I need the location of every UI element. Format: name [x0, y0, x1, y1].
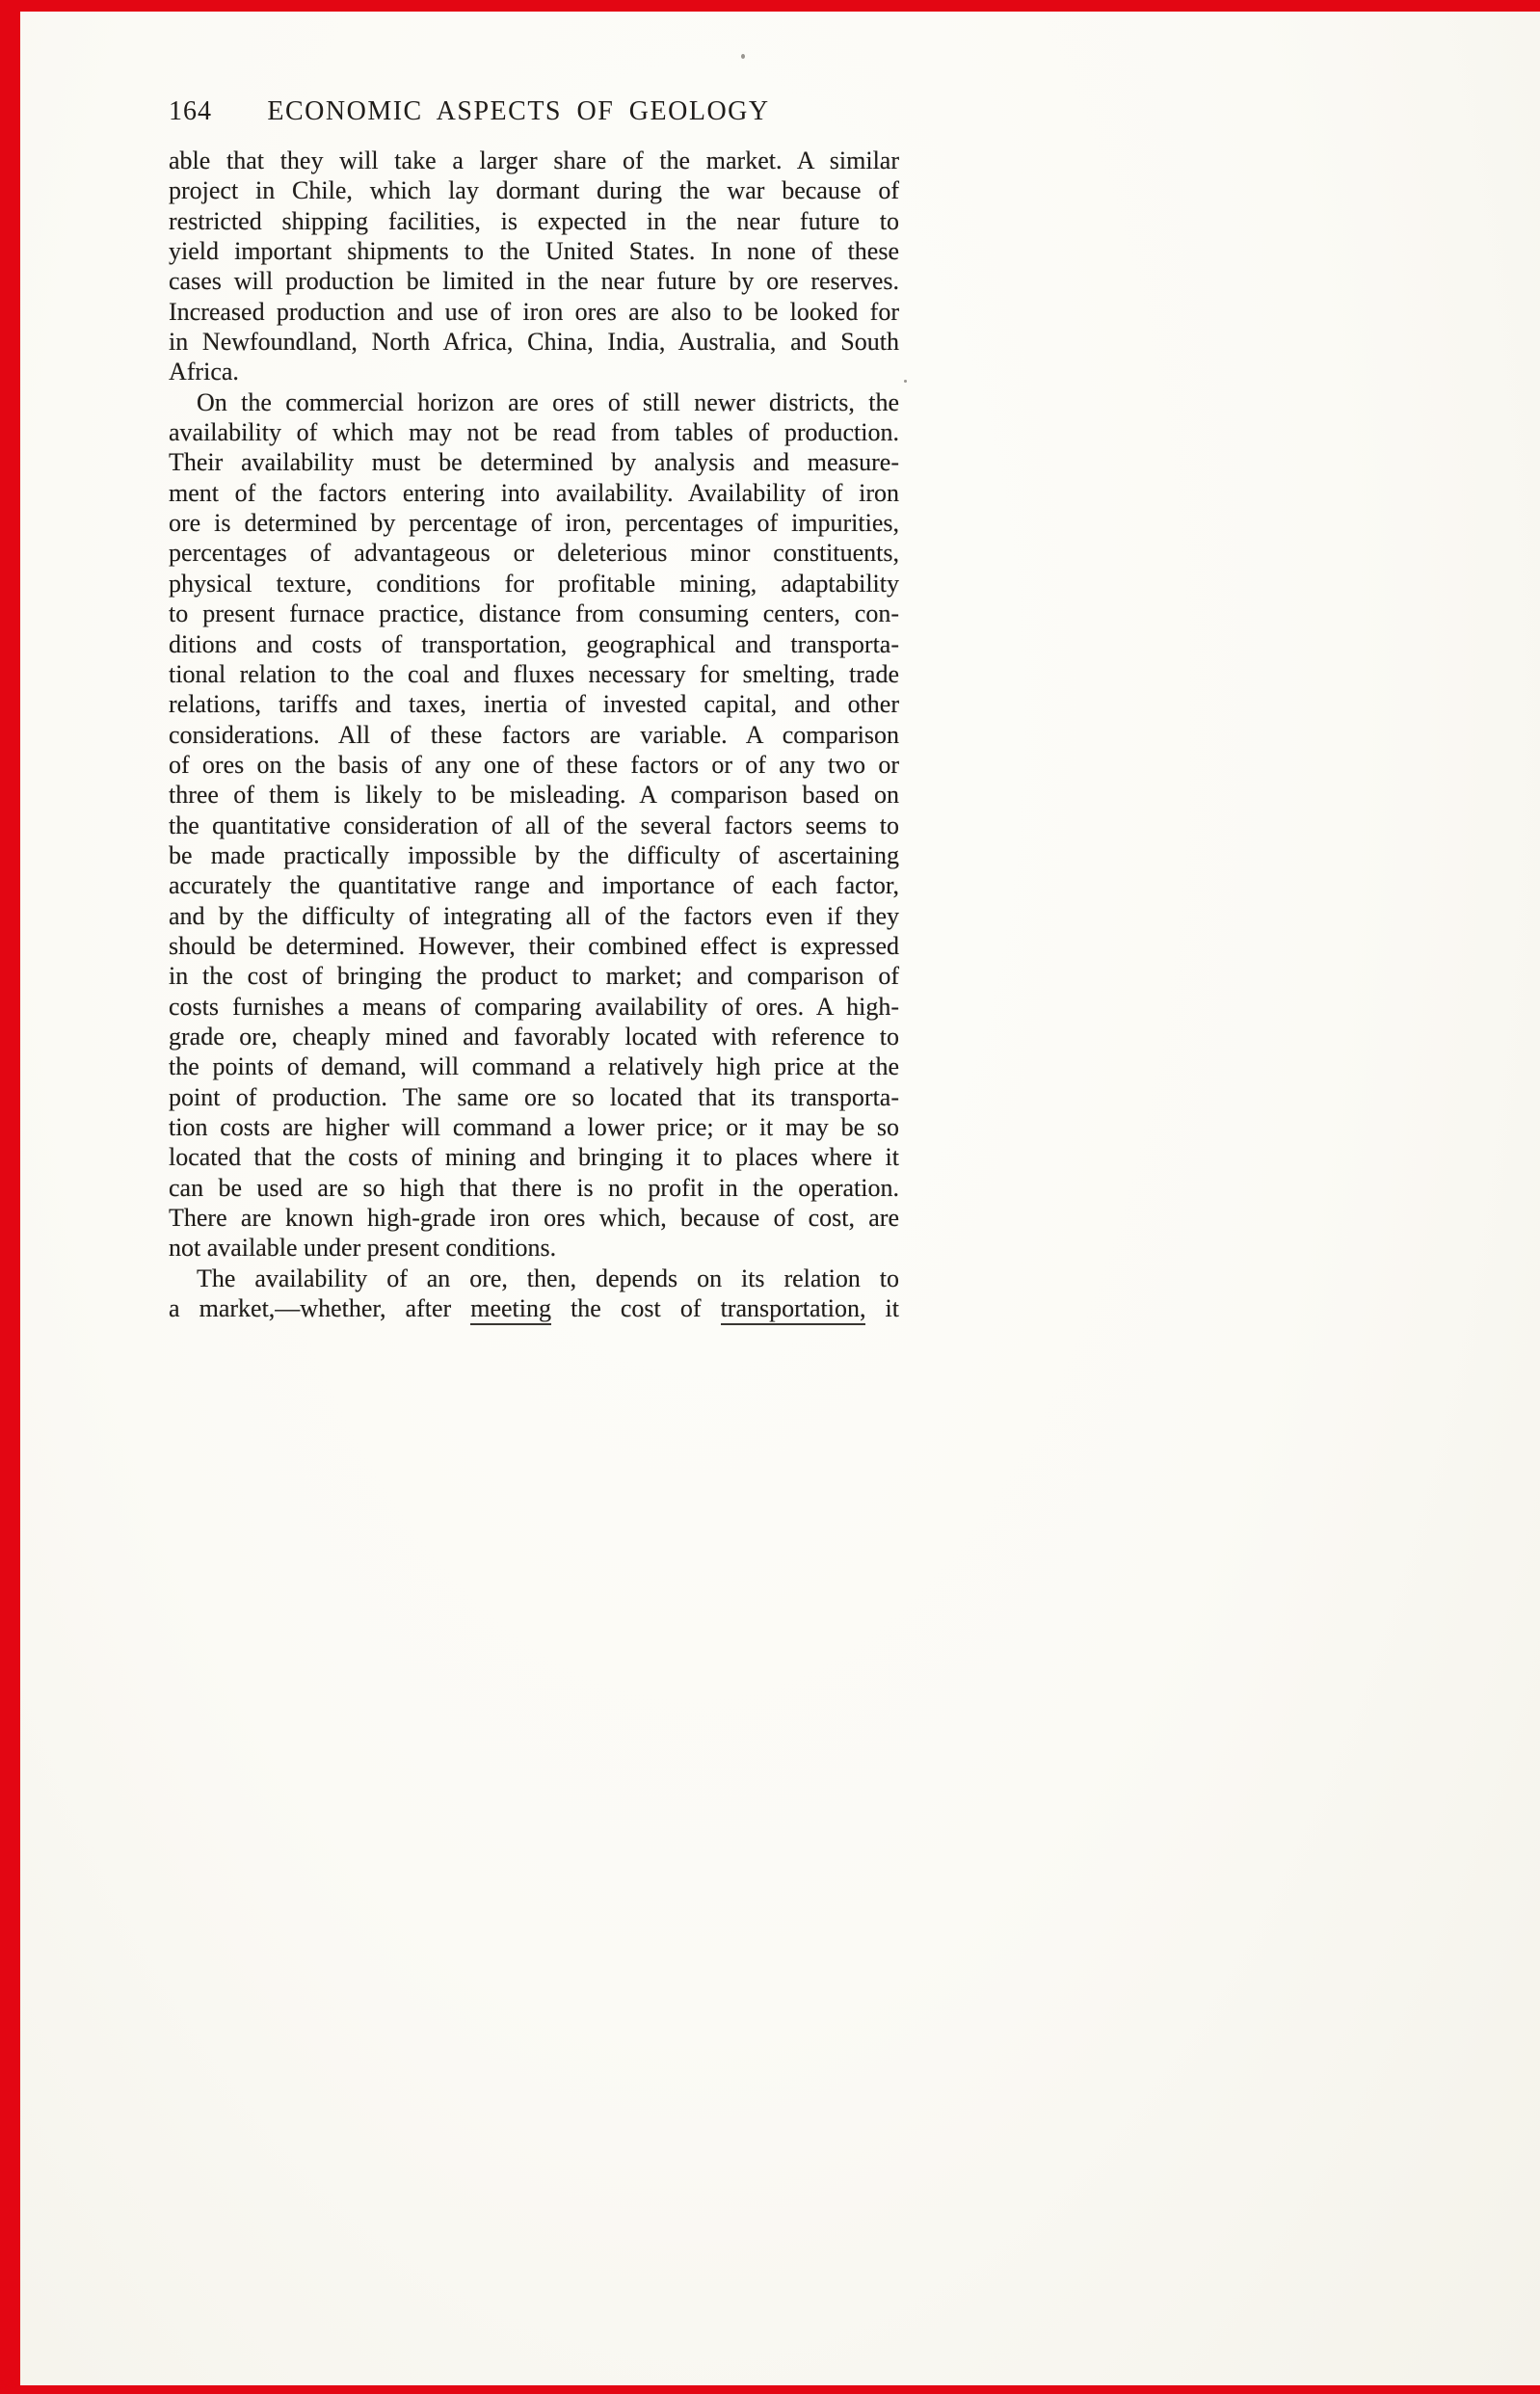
text-line: to present furnace practice, distance from consuming centers, con- [169, 599, 899, 628]
text-line: There are known high-grade iron ores which, because of cost, are [169, 1204, 899, 1233]
text-line: located that the costs of mining and bringing it to places where it [169, 1143, 899, 1172]
text-block [169, 146, 899, 1323]
running-title: ECONOMIC ASPECTS OF GEOLOGY [267, 96, 770, 126]
pen-underline-mark: meeting [470, 1294, 551, 1325]
text-line: cases will production be limited in the near future by ore reserves. [169, 267, 899, 296]
text-line: grade ore, cheaply mined and favorably located with reference to [169, 1022, 899, 1051]
text-line: of ores on the basis of any one of these factors or of any two or [169, 750, 899, 779]
text-line: be made practically impossible by the difficulty of ascertaining [169, 840, 899, 869]
text-line: Africa. [169, 358, 239, 386]
scan-edge-bottom [0, 2385, 1540, 2394]
text-line: tion costs are higher will command a lower price; or it may be so [169, 1113, 899, 1141]
text-line: accurately the quantitative range and importance of each factor, [169, 871, 899, 900]
text-line: three of them is likely to be misleading. A comparison based on [169, 781, 899, 810]
text-line: point of production. The same ore so located that its transporta- [169, 1082, 899, 1111]
text-line: physical texture, conditions for profitable mining, adaptability [169, 569, 899, 598]
scan-speck [904, 380, 907, 383]
text-line: and by the difficulty of integrating all of the factors even if they [169, 901, 899, 930]
text-line: Increased production and use of iron ores are also to be looked for [169, 297, 899, 326]
text-line: tional relation to the coal and fluxes necessary for smelting, trade [169, 659, 899, 688]
text-line: should be determined. However, their combined effect is expressed [169, 931, 899, 960]
text-line: the points of demand, will command a relatively high price at the [169, 1052, 899, 1081]
text-line: able that they will take a larger share of the market. A similar [169, 146, 899, 174]
text-line: in Newfoundland, North Africa, China, India, Australia, and South [169, 328, 899, 357]
scan-speck [741, 54, 745, 59]
text-line: in the cost of bringing the product to market; and comparison of [169, 962, 899, 991]
text-line: can be used are so high that there is no profit in the operation. [169, 1173, 899, 1202]
text-line: On the commercial horizon are ores of still newer districts, the [197, 387, 899, 416]
text-line: considerations. All of these factors are variable. A comparison [169, 720, 899, 749]
text-line: restricted shipping facilities, is expected in the near future to [169, 206, 899, 235]
text-line: The availability of an ore, then, depends on its relation to [197, 1264, 899, 1292]
scan-edge-left [0, 0, 20, 2394]
text-line: percentages of advantageous or deleterious minor constituents, [169, 539, 899, 568]
text-line: not available under present conditions. [169, 1234, 557, 1263]
text-line: ditions and costs of transportation, geographical and transporta- [169, 629, 899, 658]
pen-underline-mark: transportation, [721, 1294, 866, 1325]
text-line: ment of the factors entering into availability. Availability of iron [169, 478, 899, 507]
text-line: a market,—whether, after meeting the cost of transportation, it [169, 1293, 899, 1323]
text-line: the quantitative consideration of all of the several factors seems to [169, 811, 899, 839]
page-number: 164 [169, 96, 212, 126]
text-line: relations, tariffs and taxes, inertia of invested capital, and other [169, 690, 899, 719]
text-line: project in Chile, which lay dormant during the war because of [169, 176, 899, 205]
text-line: yield important shipments to the United States. In none of these [169, 237, 899, 266]
text-line: availability of which may not be read from tables of production. [169, 418, 899, 447]
text-line: costs furnishes a means of comparing availability of ores. A high- [169, 992, 899, 1021]
text-line: ore is determined by percentage of iron, percentages of impurities, [169, 509, 899, 538]
text-line: Their availability must be determined by analysis and measure- [169, 448, 899, 477]
scan-edge-top [0, 0, 1540, 12]
page-header [169, 96, 899, 131]
